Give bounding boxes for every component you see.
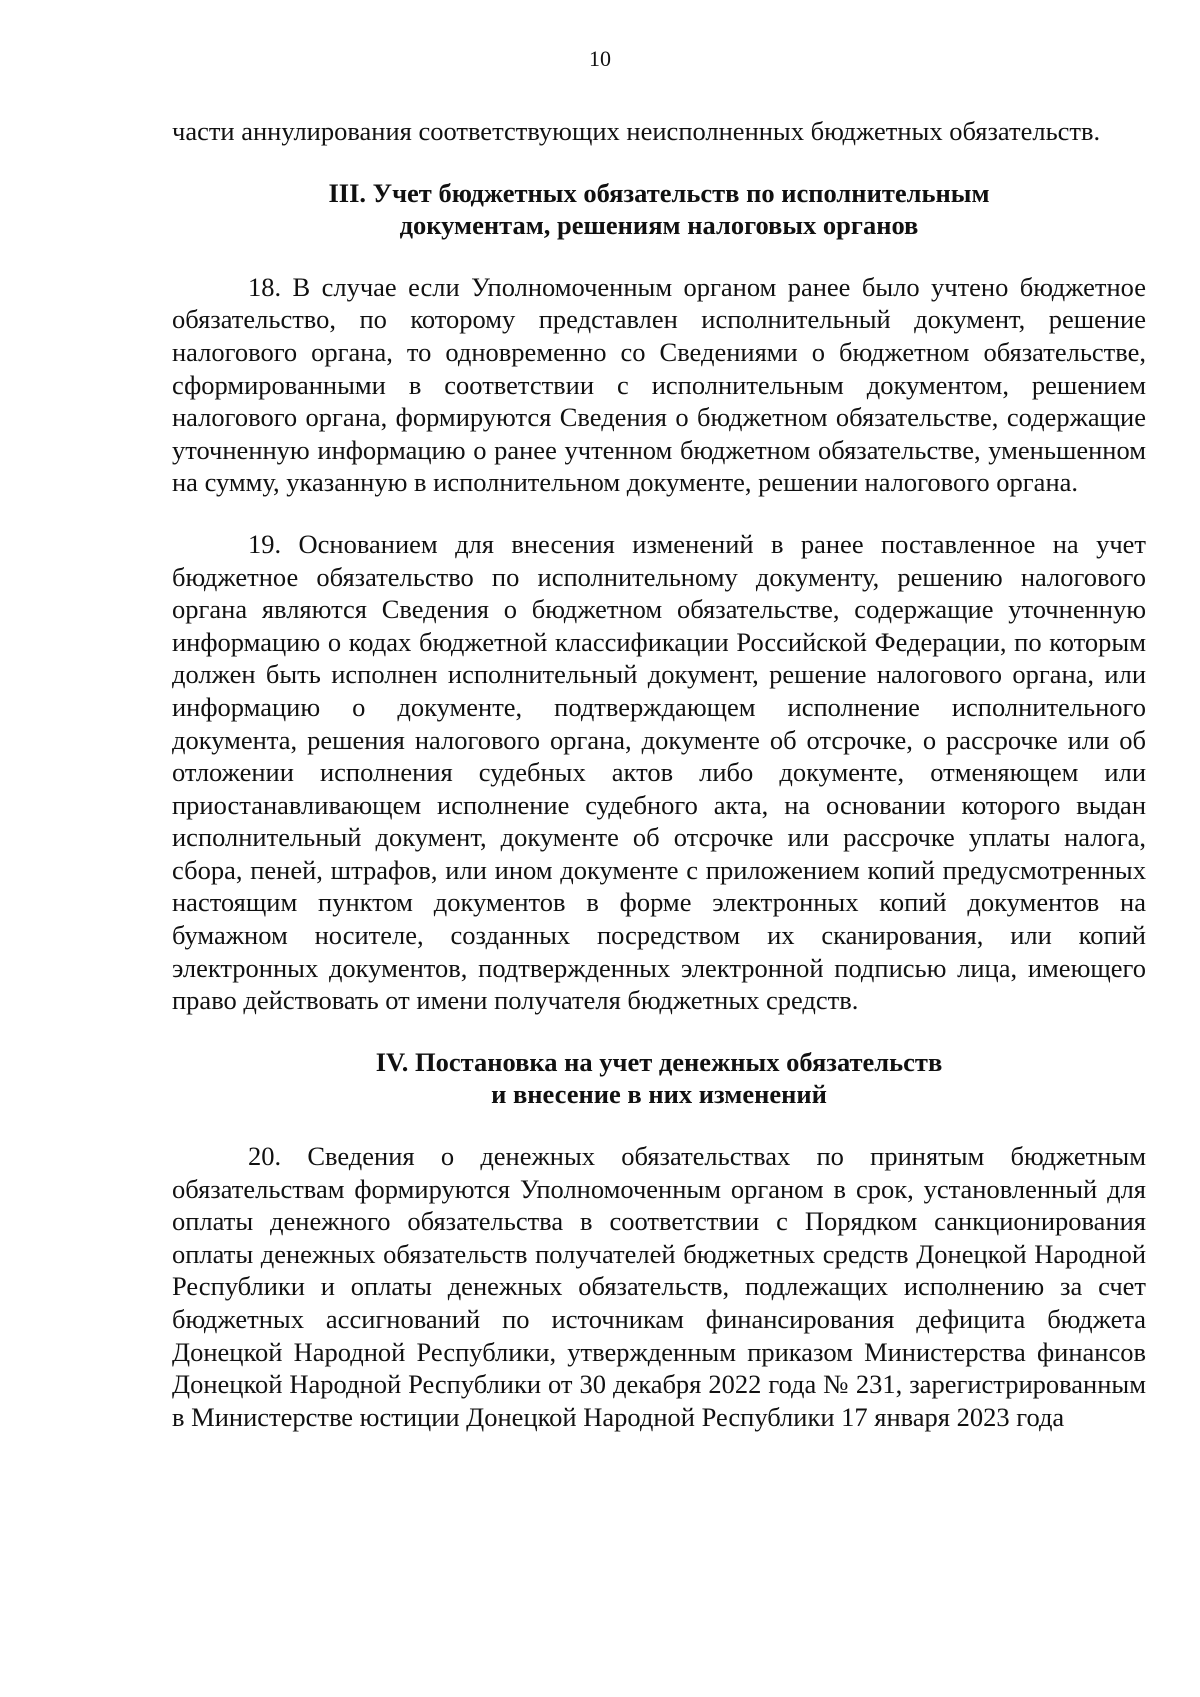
section-3-heading-line-1: III. Учет бюджетных обязательств по исполнительным bbox=[328, 177, 990, 208]
paragraph-20: 20. Сведения о денежных обязательствах по принятым бюджетным обязательствам формируются Уполномоченным органом в срок, установленный для оплаты денежного обязательства в соответствии с Порядком санкционирования оплаты денежных обязательств получателей бюджетных средств Донецкой Народной Республики и оплаты денежных обязательств, подлежащих исполнению за счет бюджетных ассигнований по источникам финансирования дефицита бюджета Донецкой Народной Республики, утвержденным приказом Министерства финансов Донецкой Народной Республики от 30 декабря 2022 года № 231, зарегистрированным в Министерстве юстиции Донецкой Народной Республики 17 января 2023 года bbox=[172, 1141, 1146, 1432]
paragraph-19: 19. Основанием для внесения изменений в ранее поставленное на учет бюджетное обязательство по исполнительному документу, решению налогового органа являются Сведения о бюджетном обязательстве, содержащие уточненную информацию о кодах бюджетной классификации Российской Федерации, по которым должен быть исполнен исполнительный документ, решение налогового органа, или информацию о документе, подтверждающем исполнение исполнительного документа, решения налогового органа, документе об отсрочке, о рассрочке или об отложении исполнения судебных актов либо документе, отменяющем или приостанавливающем исполнение судебного акта, на основании которого выдан исполнительный документ, документе об отсрочке или рассрочке уплаты налога, сбора, пеней, штрафов, или ином документе с приложением копий предусмотренных настоящим пунктом документов в форме электронных копий документов на бумажном носителе, созданных посредством их сканирования, или копий электронных документов, подтвержденных электронной подписью лица, имеющего право действовать от имени получателя бюджетных средств. bbox=[172, 528, 1146, 1016]
page-number: 10 bbox=[589, 46, 611, 71]
section-3-heading-line-2: документам, решениям налоговых органов bbox=[399, 210, 919, 241]
continuation-paragraph: части аннулирования соответствующих неисполненных бюджетных обязательств. bbox=[172, 116, 1101, 146]
section-3-heading bbox=[172, 177, 1146, 242]
document-body bbox=[172, 115, 1146, 1433]
section-4-heading bbox=[172, 1046, 1146, 1111]
section-4-heading-line-1: IV. Постановка на учет денежных обязательств bbox=[375, 1046, 943, 1077]
section-4-heading-line-2: и внесение в них изменений bbox=[491, 1079, 827, 1110]
paragraph-18: 18. В случае если Уполномоченным органом ранее было учтено бюджетное обязательство, по которому представлен исполнительный документ, решение налогового органа, то одновременно со Сведениями о бюджетном обязательстве, сформированными в соответствии с исполнительным документом, решением налогового органа, формируются Сведения о бюджетном обязательстве, содержащие уточненную информацию о ранее учтенном бюджетном обязательстве, уменьшенном на сумму, указанную в исполнительном документе, решении налогового органа. bbox=[172, 271, 1146, 498]
